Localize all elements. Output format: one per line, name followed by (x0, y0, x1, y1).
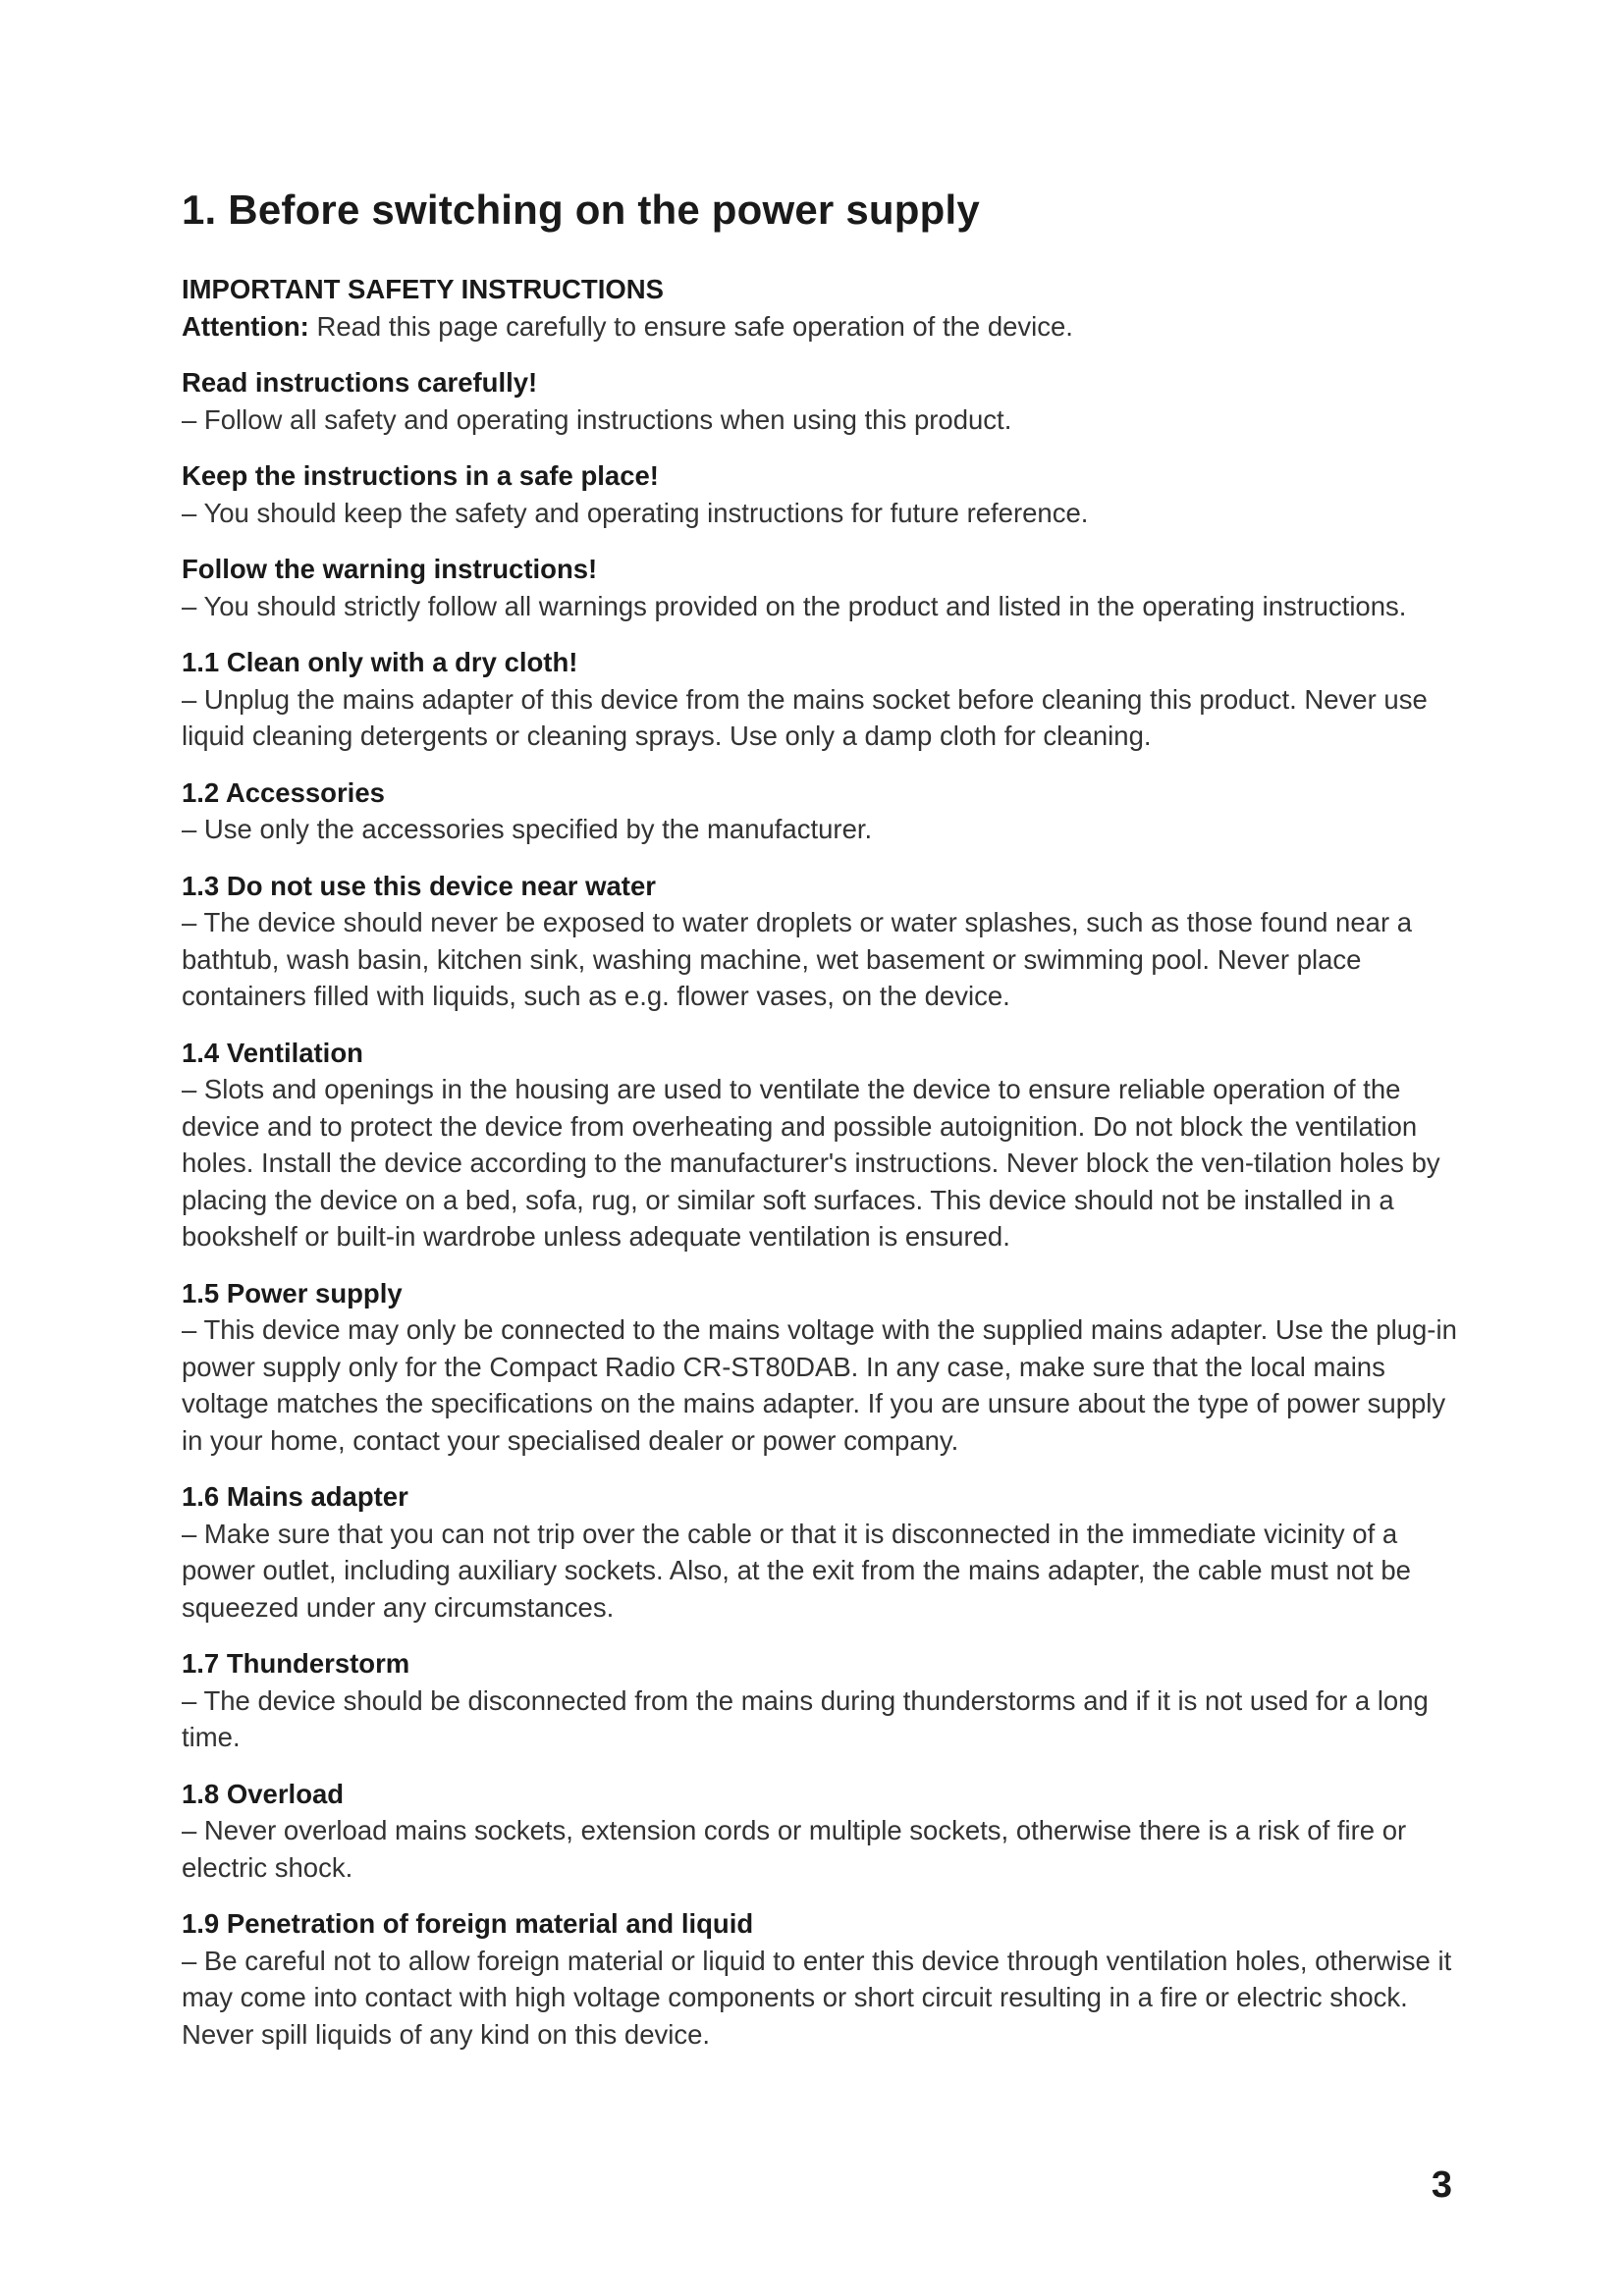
intro-heading: IMPORTANT SAFETY INSTRUCTIONS (182, 274, 664, 304)
attention-text: Read this page carefully to ensure safe operation of the device. (308, 310, 1073, 342)
section-heading: 1.7 Thunderstorm (182, 1648, 410, 1679)
section-body: – Use only the accessories specified by the manufacturer. (182, 814, 873, 844)
section-body: – Slots and openings in the housing are used to ventilate the device to ensure reliable operation of the device and to protect the device from overheating and possible autoignition. Do not block the ventilation holes. Install the device according to the manufacturer's instructions. Never block the ven-tilation holes by placing the device on a bed, sofa, rug, or similar soft surfaces. This device should not be installed in a bookshelf or built-in wardrobe unless adequate ventilation is ensured. (182, 1074, 1440, 1252)
section-power-supply (182, 1275, 1458, 1460)
page-title: 1. Before switching on the power supply (182, 187, 980, 233)
section-body: – The device should never be exposed to water droplets or water splashes, such as those found near a bathtub, wash basin, kitchen sink, washing machine, wet basement or swimming pool. Never place containers filled with liquids, such as e.g. flower vases, on the device. (182, 907, 1413, 1011)
section-heading: 1.6 Mains adapter (182, 1481, 408, 1512)
section-thunderstorm (182, 1645, 1458, 1756)
attention-label: Attention: (182, 310, 309, 342)
section-heading: Read instructions carefully! (182, 367, 538, 398)
intro-section (182, 271, 1458, 345)
section-body: – Be careful not to allow foreign material or liquid to enter this device through ventilation holes, otherwise it may come into contact with high voltage components or short circuit resulting in a fire or electric shock. Never spill liquids of any kind on this device. (182, 1945, 1452, 2050)
section-follow-warnings (182, 551, 1458, 624)
document-body (182, 271, 1458, 2072)
section-heading: Follow the warning instructions! (182, 554, 598, 584)
section-heading: 1.4 Ventilation (182, 1037, 363, 1068)
section-mains-adapter (182, 1478, 1458, 1626)
section-foreign-material (182, 1905, 1458, 2053)
section-ventilation (182, 1035, 1458, 1255)
section-body: – Follow all safety and operating instructions when using this product. (182, 403, 1012, 435)
section-body: – This device may only be connected to the mains voltage with the supplied mains adapter. Use the plug-in power supply only for the Compact Radio CR-ST80DAB. In any case, make sure that the local mains voltage matches the specifications on the mains adapter. If you are unsure about the type of power supply in your home, contact your specialised dealer or power company. (182, 1314, 1457, 1456)
section-body: – Unplug the mains adapter of this device from the mains socket before cleaning this product. Never use liquid cleaning detergents or cleaning sprays. Use only a damp cloth for cleaning. (182, 683, 1428, 751)
section-body: – You should strictly follow all warnings provided on the product and listed in the operating instructions. (182, 590, 1407, 621)
page-number: 3 (1431, 2164, 1452, 2206)
section-heading: 1.5 Power supply (182, 1277, 403, 1308)
section-heading: 1.3 Do not use this device near water (182, 870, 656, 901)
section-body: – Make sure that you can not trip over the cable or that it is disconnected in the immediate vicinity of a power outlet, including auxiliary sockets. Also, at the exit from the mains adapter, the cable must not be squeezed under any circumstances. (182, 1518, 1411, 1623)
section-accessories (182, 774, 1458, 848)
section-overload (182, 1776, 1458, 1887)
section-keep-instructions (182, 457, 1458, 531)
section-water (182, 868, 1458, 1015)
section-body: – Never overload mains sockets, extension cords or multiple sockets, otherwise there is a risk of fire or electric shock. (182, 1815, 1407, 1883)
section-heading: Keep the instructions in a safe place! (182, 460, 659, 491)
section-read-instructions (182, 364, 1458, 438)
section-heading: 1.1 Clean only with a dry cloth! (182, 647, 578, 677)
attention-paragraph (182, 308, 1458, 346)
section-clean (182, 644, 1458, 755)
section-body: – The device should be disconnected from the mains during thunderstorms and if it is not used for a long time. (182, 1684, 1429, 1752)
section-heading: 1.9 Penetration of foreign material and liquid (182, 1908, 754, 1939)
section-heading: 1.8 Overload (182, 1778, 345, 1809)
section-body: – You should keep the safety and operating instructions for future reference. (182, 497, 1089, 528)
section-heading: 1.2 Accessories (182, 776, 385, 808)
